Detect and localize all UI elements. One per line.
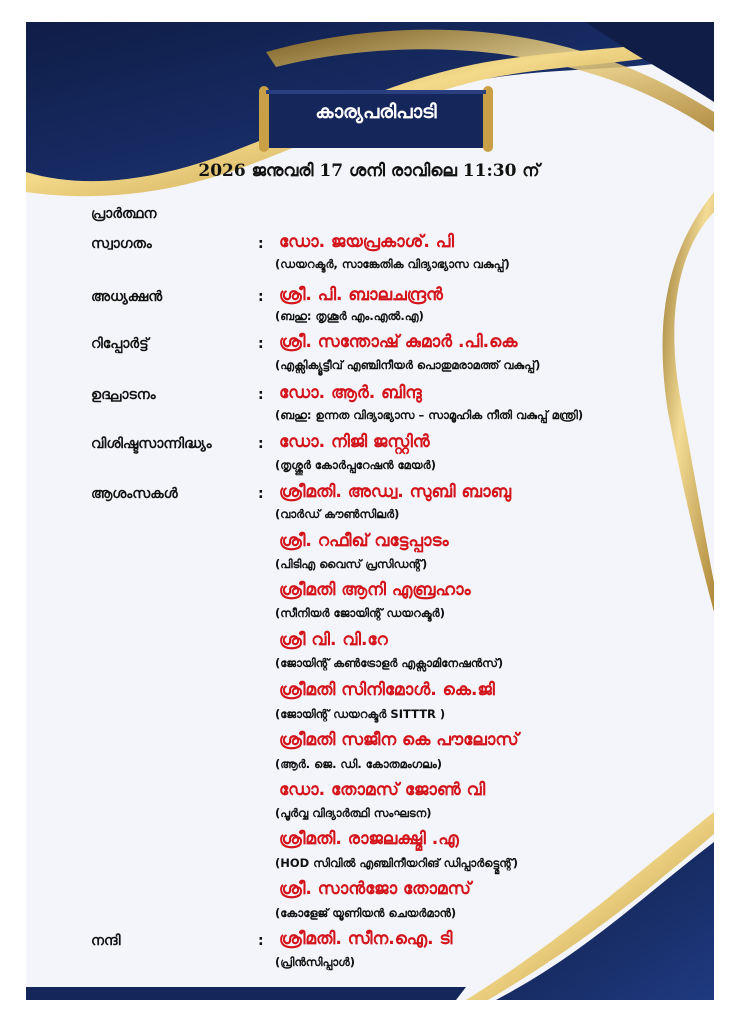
felicitation-name: ശ്രീമതി. അഡ്വ. സുബി ബാബു: [279, 482, 512, 502]
presidency-label: അധ്യക്ഷൻ: [91, 289, 163, 305]
colon: :: [258, 289, 264, 305]
colon: :: [258, 336, 264, 352]
felicitation-designation: (ആർ. ജെ. ഡി. കോതമംഗലം): [275, 757, 443, 771]
welcome-label: സ്വാഗതം: [91, 236, 152, 252]
colon: :: [258, 387, 264, 403]
report-speaker-name: ശ്രീ. സന്തോഷ് കുമാർ .പി.കെ: [279, 332, 518, 352]
felicitation-name: ശ്രീ വി. വി.റേ: [279, 630, 388, 650]
felicitation-name: ശ്രീ. സാൻജോ തോമസ്: [279, 879, 471, 899]
thanks-speaker-name: ശ്രീമതി. സീന.ഐ. ടി: [279, 929, 453, 949]
felicitation-designation: (HOD സിവിൽ എഞ്ചിനീയറിങ് ഡിപ്പാർട്ട്മെന്റ്): [275, 856, 518, 870]
felicitation-label: ആശംസകൾ: [91, 486, 178, 502]
special-presence-name: ഡോ. നിജി ജസ്റ്റിൻ: [279, 432, 430, 452]
colon: :: [258, 436, 264, 452]
colon: :: [258, 236, 264, 252]
felicitation-name: ശ്രീമതി ആനി എബ്രഹാം: [279, 580, 471, 600]
inauguration-speaker-designation: (ബഹു: ഉന്നത വിദ്യാഭ്യാസ – സാമൂഹിക നീതി വകുപ്പ് മന്ത്രി): [275, 408, 584, 422]
right-gold-wave: [663, 192, 714, 612]
felicitation-designation: (സീനിയർ ജോയിന്റ് ഡയറക്ടർ): [275, 606, 445, 620]
welcome-speaker-designation: (ഡയറക്ടർ, സാങ്കേതിക വിദ്യാഭ്യാസ വകുപ്പ്): [275, 257, 510, 271]
page-title: കാര്യപരിപാടി: [315, 101, 437, 123]
special-presence-label: വിശിഷ്ടസാന്നിദ്ധ്യം: [91, 436, 212, 452]
presidency-speaker-designation: (ബഹു: തൃശൂർ എം.എൽ.എ): [275, 309, 424, 323]
inauguration-label: ഉദ്ഘാടനം: [91, 387, 156, 403]
thanks-speaker-designation: (പ്രിൻസിപ്പാൾ): [275, 955, 356, 969]
felicitation-designation: (കോളേജ് യൂണിയൻ ചെയർമാൻ): [275, 906, 457, 920]
felicitation-name: ശ്രീമതി. രാജലക്ഷ്മി .എ: [279, 829, 459, 849]
felicitation-designation: (പിടിഎ വൈസ് പ്രസിഡന്റ്): [275, 557, 428, 571]
report-speaker-designation: (എക്സിക്യൂട്ടീവ് എഞ്ചിനീയർ പൊതുമരാമത്ത് വകുപ്പ്): [275, 358, 541, 372]
presidency-speaker-name: ശ്രീ. പി. ബാലചന്ദ്രൻ: [279, 285, 443, 305]
event-date-time: 2026 ജനുവരി 17 ശനി രാവിലെ 11:30 ന്: [198, 161, 540, 181]
bottom-navy-strip: [26, 987, 466, 1000]
felicitation-name: ശ്രീ. റഫീഖ് വട്ടേപ്പാടം: [279, 531, 449, 551]
felicitation-designation: (വാർഡ് കൗൺസിലർ): [275, 507, 400, 521]
felicitation-name: ഡോ. തോമസ് ജോൺ വി: [279, 780, 486, 800]
welcome-speaker-name: ഡോ. ജയപ്രകാശ്. പി: [279, 232, 454, 252]
prayer-label: പ്രാർത്ഥന: [91, 206, 157, 222]
colon: :: [258, 933, 264, 949]
felicitation-name: ശ്രീമതി സിനിമോൾ. കെ.ജി: [279, 680, 495, 700]
special-presence-designation: (തൃശ്ശൂർ കോർപ്പറേഷൻ മേയർ): [275, 458, 436, 472]
inauguration-speaker-name: ഡോ. ആർ. ബിന്ദു: [279, 383, 422, 403]
felicitation-designation: (ജോയിന്റ് ഡയറക്ടർ SITTTR ): [275, 707, 446, 721]
felicitation-designation: (പൂർവ്വ വിദ്യാർത്ഥി സംഘടന): [275, 806, 432, 820]
colon: :: [258, 486, 264, 502]
report-label: റിപ്പോർട്ട്: [91, 336, 149, 352]
felicitation-name: ശ്രീമതി സജീന കെ പൗലോസ്: [279, 730, 519, 750]
thanks-label: നന്ദി: [91, 933, 121, 949]
felicitation-designation: (ജോയിന്റ് കൺട്രോളർ എക്സാമിനേഷൻസ്): [275, 656, 504, 670]
